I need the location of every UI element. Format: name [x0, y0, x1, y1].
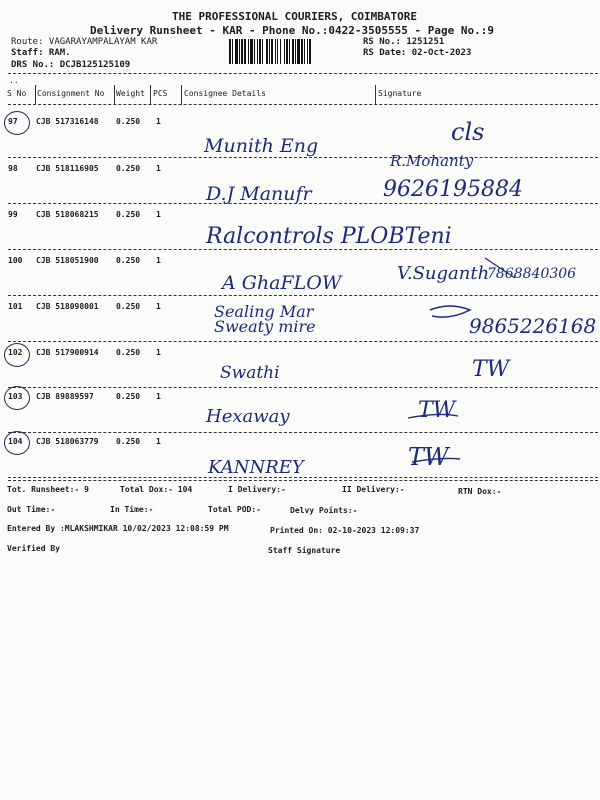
handwritten-phone: 7868840306	[487, 266, 577, 282]
row-weight: 0.250	[116, 117, 141, 126]
row-consignment: CJB 518098001	[36, 302, 99, 311]
row-sno: 104	[8, 437, 23, 446]
handwritten-consignee: D.J Manufr	[206, 183, 312, 205]
col-sno: S No	[7, 89, 27, 98]
row-pcs: 1	[156, 256, 161, 265]
row-weight: 0.250	[116, 164, 141, 173]
row-consignment: CJB 89889597	[36, 392, 94, 401]
row-weight: 0.250	[116, 210, 141, 219]
row-consignment: CJB 517900914	[36, 348, 99, 357]
col-consignment: Consignment No	[37, 89, 105, 98]
row-pcs: 1	[156, 392, 161, 401]
row-sno: 97	[8, 117, 18, 126]
runsheet-subtitle: Delivery Runsheet - KAR - Phone No.:0422-3505555 - Page No.:9	[90, 24, 494, 37]
total-pod: Total POD:-	[208, 505, 261, 514]
printed-on: Printed On: 02-10-2023 12:09:37	[270, 526, 420, 535]
col-consignee: Consignee Details	[184, 89, 266, 98]
row-sno: 98	[8, 164, 18, 173]
handwritten-phone: 9865226168	[469, 314, 597, 338]
col-weight: Weight	[116, 89, 145, 98]
row-consignment: CJB 518068215	[36, 210, 99, 219]
rs-date: RS Date: 02-Oct-2023	[363, 48, 472, 58]
out-time: Out Time:-	[7, 505, 56, 514]
handwritten-signature: TW	[418, 398, 456, 423]
tot-runsheet: Tot. Runsheet:- 9	[7, 485, 89, 494]
handwritten-consignee: A GhaFLOW	[222, 272, 342, 294]
staff-label: Staff: RAM.	[11, 48, 71, 58]
row-sno: 101	[8, 302, 23, 311]
handwritten-signature: TW	[472, 357, 510, 382]
handwritten-consignee: KANNREY	[208, 457, 304, 478]
handwritten-signature: TW	[408, 443, 449, 471]
row-weight: 0.250	[116, 437, 141, 446]
handwritten-consignee: Ralcontrols PLOBTeni	[206, 224, 452, 249]
total-dox: Total Dox:- 104	[120, 485, 193, 494]
route-label: Route: VAGARAYAMPALAYAM KAR	[11, 37, 158, 47]
handwritten-consignee: Hexaway	[206, 406, 290, 427]
dots: ..	[9, 76, 19, 85]
in-time: In Time:-	[110, 505, 154, 514]
col-signature: Signature	[378, 89, 422, 98]
row-weight: 0.250	[116, 348, 141, 357]
row-pcs: 1	[156, 437, 161, 446]
rs-number: RS No.: 1251251	[363, 37, 445, 47]
row-consignment: CJB 518063779	[36, 437, 99, 446]
row-pcs: 1	[156, 117, 161, 126]
handwritten-signature: cls	[451, 118, 485, 146]
row-sno: 102	[8, 348, 23, 357]
row-weight: 0.250	[116, 302, 141, 311]
row-pcs: 1	[156, 302, 161, 311]
rtn-dox: RTN Dox:-	[458, 487, 502, 496]
row-pcs: 1	[156, 164, 161, 173]
handwritten-consignee: Swathi	[220, 363, 280, 383]
staff-signature: Staff Signature	[268, 546, 341, 555]
row-sno: 103	[8, 392, 23, 401]
drs-number: DRS No.: DCJB125125109	[11, 60, 131, 70]
row-consignment: CJB 517316148	[36, 117, 99, 126]
entered-by: Entered By :MLAKSHMIKAR 10/02/2023 12:08:59 PM	[7, 524, 229, 533]
row-sno: 99	[8, 210, 18, 219]
handwritten-signature-name: V.Suganth	[397, 263, 490, 284]
verified-by: Verified By	[7, 544, 60, 553]
handwritten-consignee: Sealing Mar Sweaty mire	[214, 302, 316, 336]
row-pcs: 1	[156, 348, 161, 357]
handwritten-consignee: Munith Eng	[204, 135, 319, 157]
handwritten-signature-name: R.Mohanty	[390, 152, 474, 170]
row-pcs: 1	[156, 210, 161, 219]
handwritten-phone: 9626195884	[383, 177, 523, 202]
company-title: THE PROFESSIONAL COURIERS, COIMBATORE	[172, 10, 418, 23]
i-delivery: I Delivery:-	[228, 485, 286, 494]
delvy-points: Delvy Points:-	[290, 506, 358, 515]
ii-delivery: II Delivery:-	[342, 485, 405, 494]
col-pcs: PCS	[153, 89, 168, 98]
row-weight: 0.250	[116, 256, 141, 265]
row-sno: 100	[8, 256, 23, 265]
row-weight: 0.250	[116, 392, 141, 401]
row-consignment: CJB 518116905	[36, 164, 99, 173]
row-consignment: CJB 518051900	[36, 256, 99, 265]
